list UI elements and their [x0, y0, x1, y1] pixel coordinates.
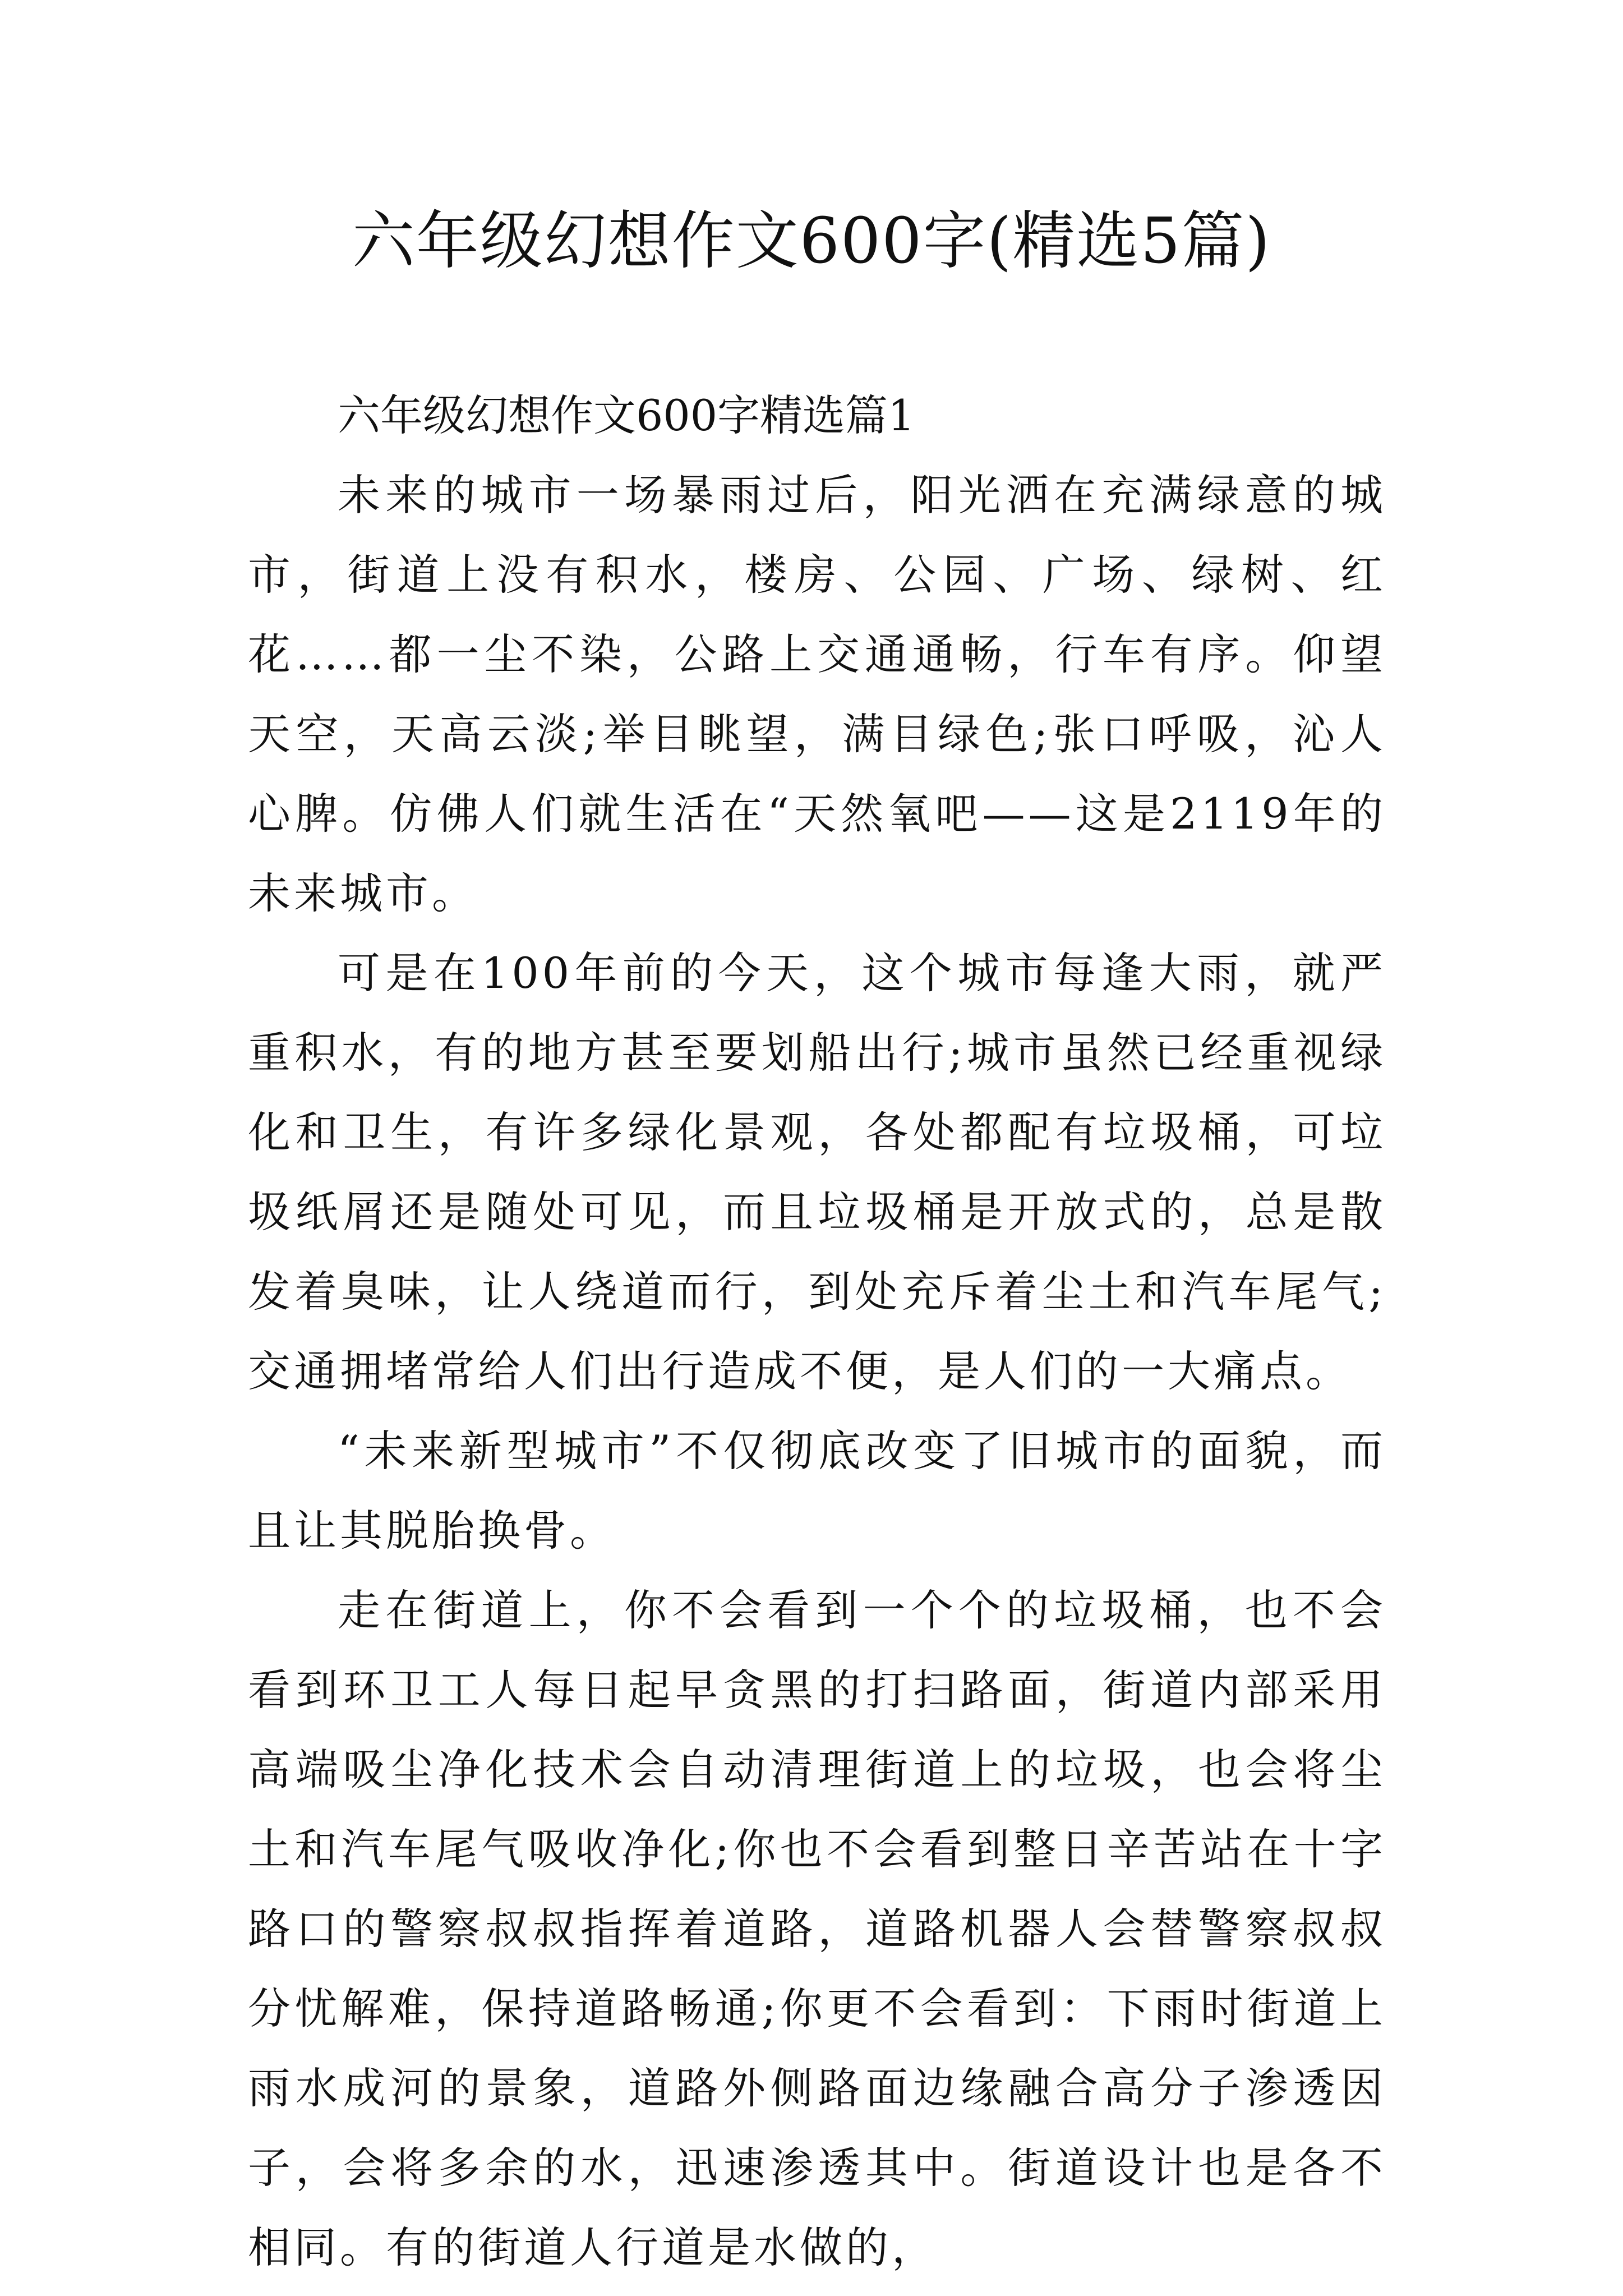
- section-heading: 六年级幻想作文600字精选篇1: [338, 390, 915, 440]
- paragraph: 可是在100年前的今天，这个城市每逢大雨，就严重积水，有的地方甚至要划船出行;城市虽然已经重视绿化和卫生，有许多绿化景观，各处都配有垃圾桶，可垃圾纸屑还是随处可见，而且垃圾桶是开放式的，总是散发着臭味，让人绕道而行，到处充斥着尘土和汽车尾气;交通拥堵常给人们出行造成不便，是人们的一大痛点。: [248, 948, 1386, 1396]
- document-body: [248, 376, 1386, 2288]
- document-title: 六年级幻想作文600字(精选5篇): [352, 205, 1271, 278]
- paragraph: “未来新型城市”不仅彻底改变了旧城市的面貌，而且让其脱胎换骨。: [248, 1426, 1386, 1556]
- paragraph: 走在街道上，你不会看到一个个的垃圾桶，也不会看到环卫工人每日起早贪黑的打扫路面，街道内部采用高端吸尘净化技术会自动清理街道上的垃圾，也会将尘土和汽车尾气吸收净化;你也不会看到整日辛苦站在十字路口的警察叔叔指挥着道路，道路机器人会替警察叔叔分忧解难，保持道路畅通;你更不会看到：下雨时街道上雨水成河的景象，道路外侧路面边缘融合高分子渗透因子，会将多余的水，迅速渗透其中。街道设计也是各不相同。有的街道人行道是水做的，: [248, 1585, 1386, 2272]
- paragraph: 未来的城市一场暴雨过后，阳光洒在充满绿意的城市，街道上没有积水，楼房、公园、广场、绿树、红花……都一尘不染，公路上交通通畅，行车有序。仰望天空，天高云淡;举目眺望，满目绿色;张口呼吸，沁人心脾。仿佛人们就生活在“天然氧吧——这是2119年的未来城市。: [248, 470, 1386, 918]
